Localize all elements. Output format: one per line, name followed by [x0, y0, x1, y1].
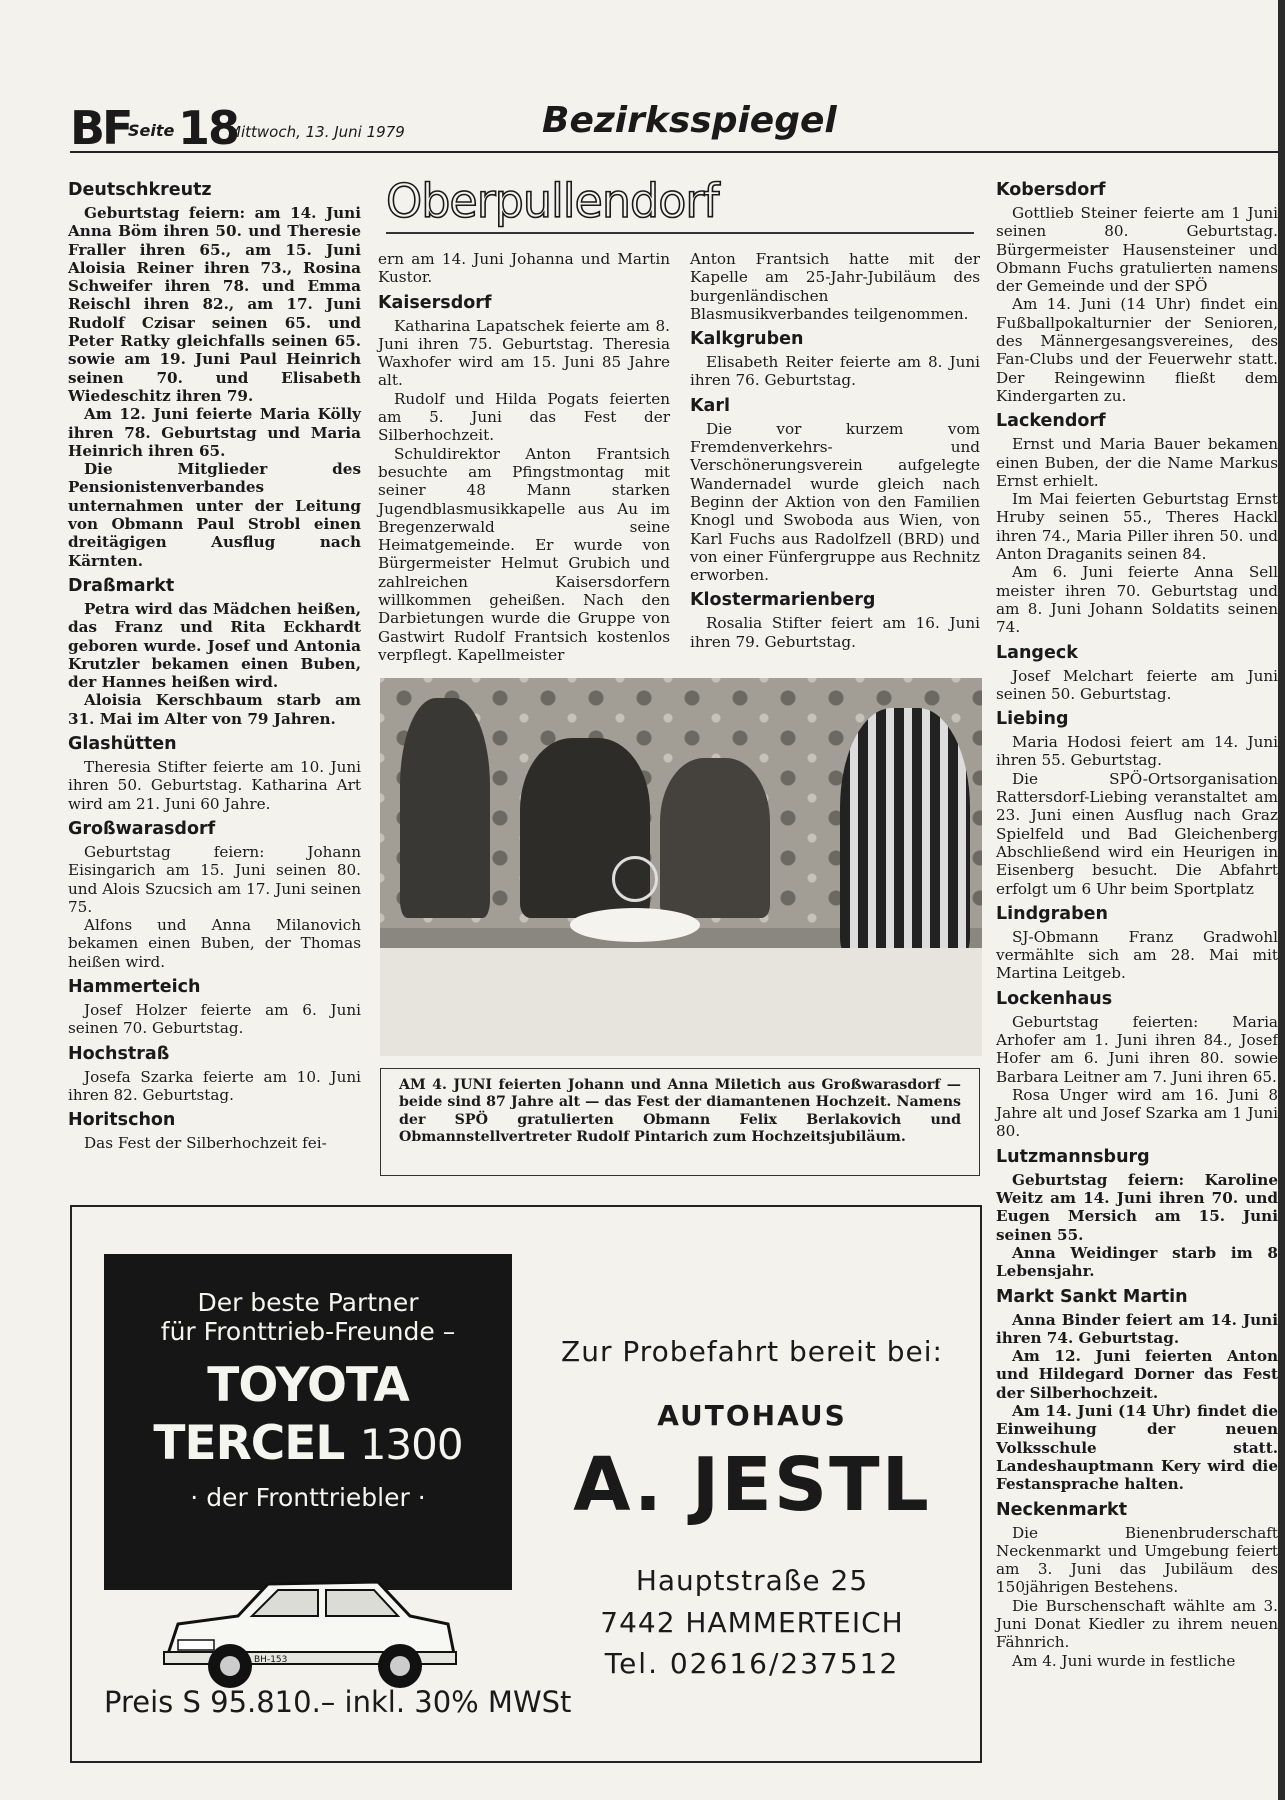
article-paragraph: Am 12. Juni feierte Maria Kölly ihren 78. Geburtstag und Maria Heinrich ihren 65. [68, 405, 361, 460]
article-heading: Kaisersdorf [378, 292, 492, 313]
article-paragraph: Aloisia Kerschbaum starb am 31. Mai im Alter von 79 Jahren. [68, 691, 361, 728]
article-heading: Kalkgruben [690, 329, 804, 350]
article-body [68, 204, 361, 570]
article-paragraph: Schuldirektor Anton Frantsich besuchte am Pfingstmontag mit seiner 48 Mann starken Jugendblasmusikkapelle aus Au im Bregenzerwald seine Heimatgemeinde. Er wurde von Bürgermeister Helmut Grubich und zahlreichen Kaisersdorfern willkommen geheißen. Nach den Darbietungen wurde die Gruppe von Gastwirt Rudolf Frantsich kostenlos verpflegt. Kapellmeister [378, 444, 670, 664]
ad-dealer-name: A. JESTL [573, 1442, 931, 1528]
article-paragraph: Geburtstag feierten: Maria Arhofer am 1. Juni ihren 84., Josef Hofer am 6. Juni ihren 80. sowie Barbara Leitner am 7. Juni ihren 65. [996, 1012, 1278, 1086]
column-1 [68, 180, 361, 1152]
person-left [400, 698, 490, 918]
column-3 [690, 250, 980, 651]
ad-city: 7442 HAMMERTEICH [600, 1606, 904, 1639]
article-paragraph: Maria Hodosi feiert am 14. Juni ihren 55. Geburtstag. [996, 733, 1278, 770]
article-body [690, 250, 980, 323]
article-body [996, 1013, 1278, 1141]
article-body [690, 353, 980, 390]
article-body [68, 843, 361, 971]
ad-brand: TOYOTA [207, 1358, 409, 1413]
article-heading: Lackendorf [996, 411, 1106, 432]
section-title: Bezirksspiegel [542, 100, 837, 141]
article-paragraph: Theresia Stifter feierte am 10. Juni ihren 50. Geburtstag. Katharina Art wird am 21. Juni 60 Jahre. [68, 758, 361, 813]
article-paragraph: Die Bienenbruderschaft Neckenmarkt und Umgebung feiert am 3. Juni das Jubiläum des 150jährigen Bestehens. [996, 1523, 1278, 1597]
article-heading: Lutzmannsburg [996, 1146, 1150, 1167]
article-heading: Großwarasdorf [68, 818, 216, 839]
article-body [690, 420, 980, 585]
photo-caption: AM 4. JUNI feierten Johann und Anna Miletich aus Großwarasdorf — beide sind 87 Jahre alt — das Fest der diamantenen Hochzeit. Namens der SPÖ gratulierten Obmann Felix Berlakovich und Obmannstellvertreter Rudolf Pintarich zum Hochzeitsjubiläum. [380, 1068, 980, 1176]
article-heading: Glashütten [68, 734, 177, 755]
article-body [996, 1311, 1278, 1494]
banner-rule [386, 232, 974, 234]
article-heading: Langeck [996, 642, 1078, 663]
article-paragraph: Die SPÖ-Ortsorganisation Rattersdorf-Liebing veranstaltet am 23. Juni einen Ausflug nach Graz Spielfeld und Bad Gleichenberg Abschließend wird ein Heurigen in Eisenberg besucht. Die Abfahrt erfolgt um 6 Uhr beim Sportplatz [996, 769, 1278, 898]
article-paragraph: Im Mai feierten Geburtstag Ernst Hruby seinen 55., Theres Hackl ihren 74., Maria Piller ihren 50. und Anton Draganits seinen 84. [996, 490, 1278, 564]
page-edge [1278, 0, 1285, 1800]
anniversary-cake [570, 908, 700, 942]
ad-model-name: TERCEL [153, 1416, 345, 1471]
article-body [378, 317, 670, 665]
ad-tagline-1: Der beste Partner [197, 1288, 419, 1317]
article-body [996, 204, 1278, 405]
ad-phone: Tel. 02616/237512 [604, 1647, 900, 1680]
table [380, 948, 982, 1056]
toyota-advertisement [70, 1205, 982, 1763]
ad-dealer-type: AUTOHAUS [657, 1399, 847, 1432]
article-body [68, 758, 361, 813]
article-heading: Hammerteich [68, 976, 201, 997]
article-body [996, 667, 1278, 704]
ad-model-number: 1300 [359, 1420, 463, 1469]
article-paragraph: Das Fest der Silberhochzeit fei- [84, 1134, 327, 1153]
article-paragraph: Geburtstag feiern: Johann Eisingarich am 15. Juni seinen 80. und Alois Szucsich am 17. Juni seinen 75. [68, 842, 361, 916]
article-paragraph: Ernst und Maria Bauer bekamen einen Buben, der die Name Markus Ernst erhielt. [996, 435, 1278, 490]
article-paragraph: Petra wird das Mädchen heißen, das Franz und Rita Eckhardt geboren wurde. Josef und Antonia Krutzler bekamen einen Buben, der Hannes heißen wird. [68, 599, 361, 692]
page-label: Seite [128, 121, 175, 140]
article-body [996, 1524, 1278, 1670]
article-heading: Neckenmarkt [996, 1499, 1128, 1520]
article-body [68, 1068, 361, 1105]
anniversary-photo [380, 678, 982, 1056]
article-body [996, 435, 1278, 636]
article-paragraph: Am 12. Juni feierten Anton und Hildegard Dorner das Fest der Silberhochzeit. [996, 1347, 1278, 1402]
article-body [68, 1134, 361, 1152]
cake-topper [612, 856, 658, 902]
article-heading: Klostermarienberg [690, 590, 876, 611]
article-paragraph: Die Burschenschaft wählte am 3. Juni Donat Kiedler zu ihrem neuen Fähnrich. [996, 1596, 1278, 1652]
article-paragraph: ern am 14. Juni Johanna und Martin Kustor. [378, 250, 670, 287]
page-header [70, 95, 1280, 153]
article-heading: Liebing [996, 709, 1069, 730]
issue-date: Mittwoch, 13. Juni 1979 [228, 123, 405, 141]
ad-tagline-2: für Fronttrieb-Freunde – [160, 1317, 456, 1346]
article-paragraph: Rudolf und Hilda Pogats feierten am 5. Juni das Fest der Silberhochzeit. [378, 389, 670, 445]
article-paragraph: Anna Weidinger starb im 8 Lebensjahr. [996, 1243, 1278, 1281]
article-heading: Kobersdorf [996, 180, 1106, 200]
ad-subtitle: · der Fronttriebler · [190, 1483, 426, 1512]
article-paragraph: Josefa Szarka feierte am 10. Juni ihren 82. Geburtstag. [68, 1067, 361, 1104]
page-number: 18 [178, 101, 239, 155]
article-paragraph: Anna Binder feiert am 14. Juni ihren 74. Geburtstag. [996, 1310, 1278, 1347]
article-paragraph: Am 4. Juni wurde in festliche [1012, 1651, 1236, 1670]
article-body [378, 250, 670, 287]
article-paragraph: Geburtstag feiern: am 14. Juni Anna Böm ihren 50. und Theresie Fraller ihren 65., am 15. Juni Aloisia Reiner ihren 73., Rosina Schweifer ihren 78. und Emma Reischl ihren 82., am 17. Juni Rudolf Czisar seinen 65. und Peter Ratky gleichfalls seinen 65. sowie am 19. Juni Paul Heinrich seinen 70. und Elisabeth Wiedeschitz ihren 79. [68, 204, 361, 405]
article-paragraph: Anton Frantsich hatte mit der Kapelle am 25-Jahr-Jubiläum des burgenländischen Blasmusikverbandes teilgenommen. [690, 250, 980, 323]
article-paragraph: Rosa Unger wird am 16. Juni 8 Jahre alt und Josef Szarka am 1 Juni 80. [996, 1085, 1278, 1141]
article-body [690, 614, 980, 651]
person-bride [660, 758, 770, 918]
article-paragraph: Die Mitglieder des Pensionistenverbandes unternahmen unter der Leitung von Obmann Paul Strobl einen dreitägigen Ausflug nach Kärnten. [68, 460, 361, 570]
article-paragraph: Am 14. Juni (14 Uhr) findet ein Fußballpokalturnier der Senioren, des Männergesangsvereines, des Fan-Clubs und der Feuerwehr statt. Der Reingewinn fließt dem Kindergarten zu. [996, 295, 1278, 405]
article-heading: Hochstraß [68, 1043, 170, 1064]
article-body [68, 1001, 361, 1038]
article-body [996, 928, 1278, 983]
article-paragraph: Rosalia Stifter feiert am 16. Juni ihren 79. Geburtstag. [690, 614, 980, 651]
ad-price: Preis S 95.810.– inkl. 30% MWSt [104, 1685, 572, 1719]
article-paragraph: Geburtstag feiern: Karoline Weitz am 14. Juni ihren 70. und Eugen Mersich am 15. Juni seinen 55. [996, 1170, 1278, 1244]
license-plate: BH-153 [254, 1655, 288, 1665]
article-heading: Deutschkreutz [68, 180, 212, 200]
article-paragraph: Am 14. Juni (14 Uhr) findet die Einweihung der neuen Volksschule statt. Landeshauptmann Kery wird die Festansprache halten. [996, 1402, 1278, 1494]
article-paragraph: Elisabeth Reiter feierte am 8. Juni ihren 76. Geburtstag. [690, 353, 980, 390]
article-paragraph: Josef Melchart feierte am Juni seinen 50. Geburtstag. [996, 666, 1278, 703]
article-paragraph: Am 6. Juni feierte Anna Sell meister ihren 70. Geburtstag und am 8. Juni Johann Soldatits seinen 74. [996, 563, 1278, 637]
ad-black-panel [104, 1254, 512, 1665]
article-paragraph: Die vor kurzem vom Fremdenverkehrs- und Verschönerungsverein aufgelegte Wandernadel wurde gleich nach Beginn der Aktion von den Familien Knogl und Swoboda aus Wien, von Karl Fuchs aus Radolfzell (BRD) und von einer Fünfergruppe aus Rechnitz erworben. [690, 419, 980, 585]
article-body [996, 733, 1278, 898]
article-body [68, 600, 361, 728]
article-paragraph: Josef Holzer feierte am 6. Juni seinen 70. Geburtstag. [68, 1000, 361, 1038]
column-4 [996, 180, 1278, 1670]
article-body [996, 1171, 1278, 1281]
article-heading: Markt Sankt Martin [996, 1286, 1188, 1307]
article-heading: Draßmarkt [68, 575, 175, 596]
article-heading: Horitschon [68, 1110, 176, 1131]
ad-model [104, 1416, 512, 1471]
article-heading: Karl [690, 395, 730, 416]
paper-logo: BF [70, 101, 131, 155]
article-paragraph: Katharina Lapatschek feierte am 8. Juni ihren 75. Geburtstag. Theresia Waxhofer wird am 15. Juni 85 Jahre alt. [378, 316, 670, 390]
ad-street: Hauptstraße 25 [635, 1564, 869, 1597]
article-paragraph: SJ-Obmann Franz Gradwohl vermählte sich am 28. Mai mit Martina Leitgeb. [996, 927, 1278, 983]
ad-tagline [104, 1288, 512, 1346]
car-illustration [148, 1554, 468, 1704]
column-2 [378, 250, 670, 664]
article-heading: Lockenhaus [996, 988, 1113, 1009]
article-paragraph: Alfons und Anna Milanovich bekamen einen Buben, der Thomas heißen wird. [68, 916, 361, 971]
ad-probefahrt: Zur Probefahrt bereit bei: [561, 1335, 943, 1368]
article-heading: Lindgraben [996, 903, 1108, 924]
person-right [840, 708, 970, 958]
article-paragraph: Gottlieb Steiner feierte am 1 Juni seinen 80. Geburtstag. Bürgermeister Hausensteiner und Obmann Fuchs gratulierten namens der Gemeinde und der SPÖ [996, 204, 1278, 296]
district-banner: Oberpullendorf [386, 174, 719, 228]
